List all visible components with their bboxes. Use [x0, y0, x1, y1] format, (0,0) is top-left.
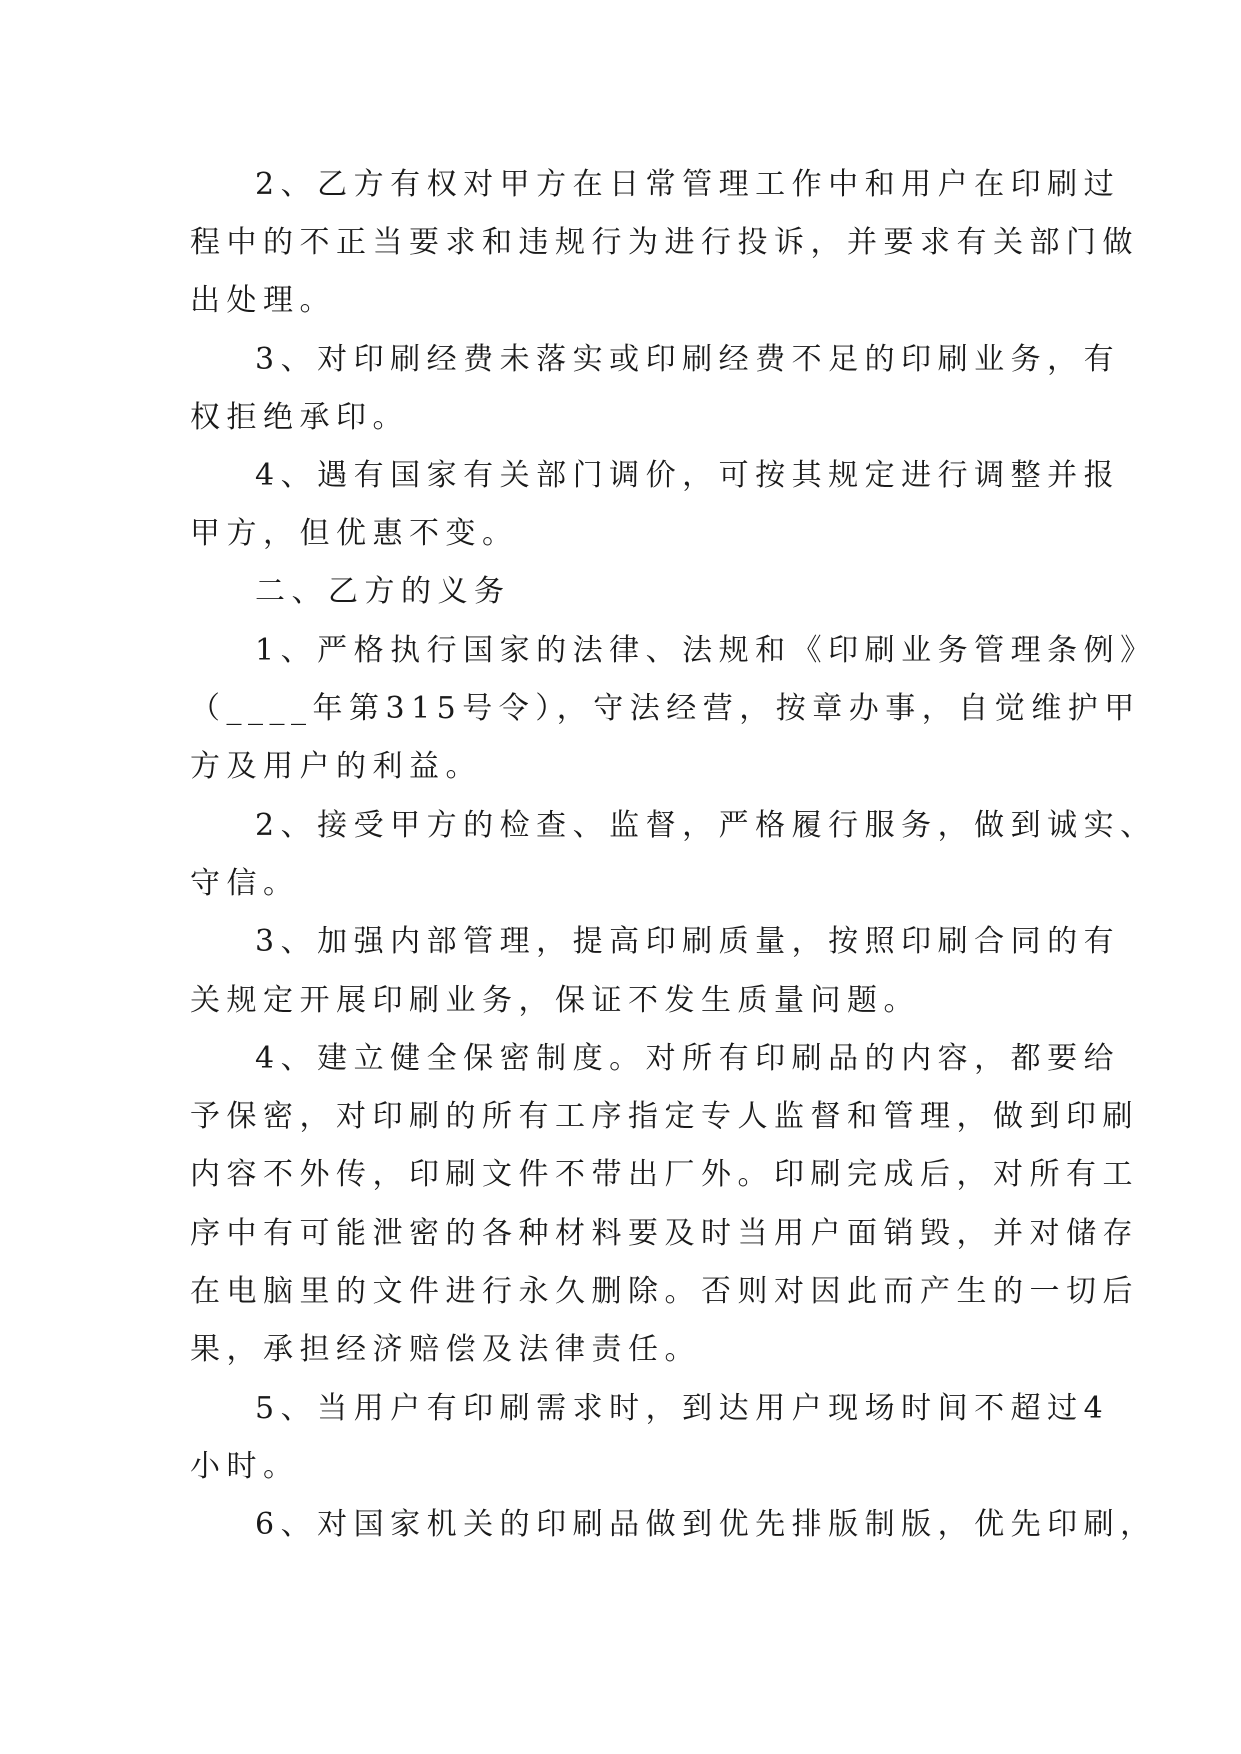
text-line: 内容不外传，印刷文件不带出厂外。印刷完成后，对所有工: [190, 1157, 1139, 1192]
text-line: 程中的不正当要求和违规行为进行投诉，并要求有关部门做: [190, 225, 1139, 260]
text-line: 1、严格执行国家的法律、法规和《印刷业务管理条例》: [255, 633, 1157, 668]
text-line: 方及用户的利益。: [190, 749, 482, 784]
text-line: 4、遇有国家有关部门调价，可按其规定进行调整并报: [255, 458, 1121, 493]
text-line: 2、乙方有权对甲方在日常管理工作中和用户在印刷过: [255, 167, 1121, 202]
text-line: 5、当用户有印刷需求时，到达用户现场时间不超过4: [255, 1391, 1110, 1426]
text-line: （____年第315号令），守法经营，按章办事，自觉维护甲: [190, 691, 1141, 726]
text-line: 予保密，对印刷的所有工序指定专人监督和管理，做到印刷: [190, 1099, 1139, 1134]
text-line: 4、建立健全保密制度。对所有印刷品的内容，都要给: [255, 1041, 1121, 1076]
text-line: 守信。: [190, 866, 300, 901]
text-line: 2、接受甲方的检查、监督，严格履行服务，做到诚实、: [255, 808, 1157, 843]
text-line: 6、对国家机关的印刷品做到优先排版制版，优先印刷，: [255, 1507, 1157, 1542]
text-line: 3、加强内部管理，提高印刷质量，按照印刷合同的有: [255, 924, 1121, 959]
text-line: 3、对印刷经费未落实或印刷经费不足的印刷业务，有: [255, 342, 1121, 377]
text-line: 权拒绝承印。: [190, 400, 409, 435]
text-line: 甲方，但优惠不变。: [190, 516, 519, 551]
text-line: 小时。: [190, 1449, 300, 1484]
text-line: 关规定开展印刷业务，保证不发生质量问题。: [190, 983, 920, 1018]
section-heading: 二、乙方的义务: [255, 574, 511, 609]
text-line: 序中有可能泄密的各种材料要及时当用户面销毁，并对储存: [190, 1216, 1139, 1251]
text-line: 在电脑里的文件进行永久删除。否则对因此而产生的一切后: [190, 1274, 1139, 1309]
text-line: 果，承担经济赔偿及法律责任。: [190, 1332, 701, 1367]
text-line: 出处理。: [190, 283, 336, 318]
